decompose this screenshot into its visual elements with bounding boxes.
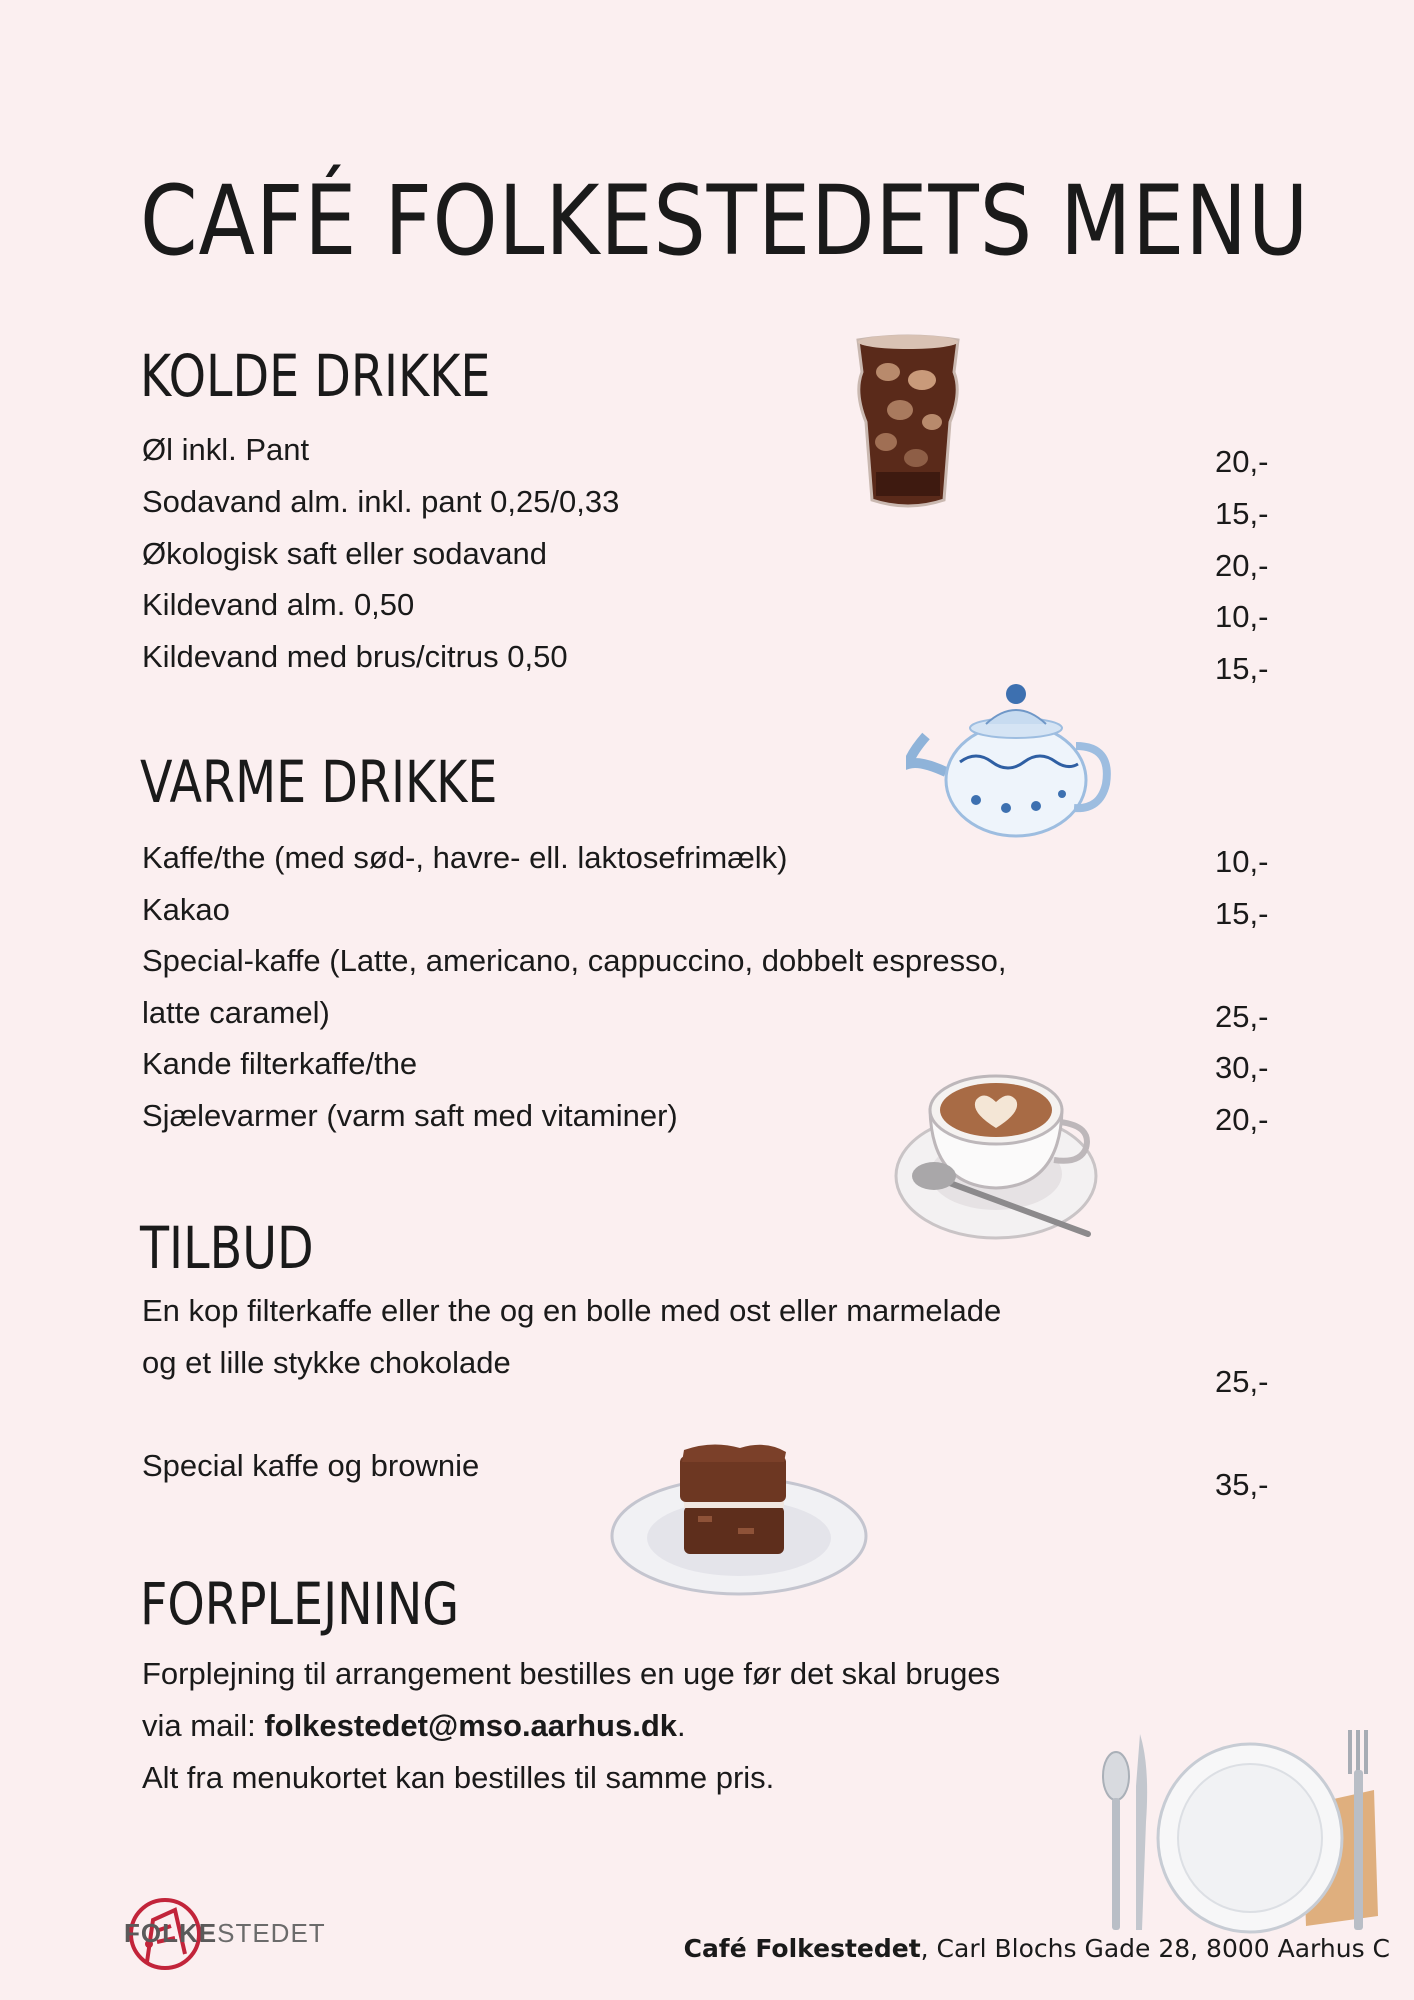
mail-prefix: via mail: xyxy=(142,1708,265,1743)
menu-price: 15,- xyxy=(1215,496,1269,531)
menu-item: Kakao xyxy=(142,892,230,927)
catering-text: Alt fra menukortet kan bestilles til samme pris. xyxy=(142,1760,775,1795)
plate-cutlery-icon xyxy=(1092,1726,1382,1938)
brownie-plate-icon xyxy=(608,1436,870,1600)
logo-wordmark xyxy=(124,1918,326,1949)
menu-price: 20,- xyxy=(1215,548,1269,583)
logo-text-light: STEDET xyxy=(217,1918,326,1948)
menu-price: 30,- xyxy=(1215,1050,1269,1085)
menu-item: Økologisk saft eller sodavand xyxy=(142,536,547,571)
teapot-icon xyxy=(906,676,1116,842)
mail-suffix: . xyxy=(677,1708,686,1743)
menu-item: Kildevand alm. 0,50 xyxy=(142,587,415,622)
logo-text-bold: FOLKE xyxy=(124,1918,218,1948)
menu-item: Sodavand alm. inkl. pant 0,25/0,33 xyxy=(142,484,620,519)
cappuccino-icon xyxy=(892,1056,1100,1244)
catering-mail-line xyxy=(142,1700,686,1752)
menu-price: 15,- xyxy=(1215,896,1269,931)
menu-item: Sjælevarmer (varm saft med vitaminer) xyxy=(142,1098,678,1133)
section-heading-forplejning: FORPLEJNING xyxy=(140,1570,460,1638)
menu-item: Special-kaffe (Latte, americano, cappuccino, dobbelt espresso, xyxy=(142,943,1007,978)
offer-text: En kop filterkaffe eller the og en bolle med ost eller marmelade xyxy=(142,1293,1002,1328)
offer-price: 35,- xyxy=(1215,1467,1269,1502)
menu-price: 20,- xyxy=(1215,444,1269,479)
menu-item: Kaffe/the (med sød-, havre- ell. laktosefrimælk) xyxy=(142,840,788,875)
section-heading-kolde: KOLDE DRIKKE xyxy=(140,342,491,410)
section-heading-tilbud: TILBUD xyxy=(140,1214,314,1282)
offer-text: Special kaffe og brownie xyxy=(142,1448,480,1483)
section-heading-varme: VARME DRIKKE xyxy=(140,748,498,816)
menu-price: 10,- xyxy=(1215,844,1269,879)
menu-item: Kande filterkaffe/the xyxy=(142,1046,418,1081)
offer-text: og et lille stykke chokolade xyxy=(142,1345,511,1380)
catering-text: Forplejning til arrangement bestilles en uge før det skal bruges xyxy=(142,1656,1001,1691)
menu-price: 25,- xyxy=(1215,999,1269,1034)
menu-item: latte caramel) xyxy=(142,995,330,1030)
menu-price: 20,- xyxy=(1215,1102,1269,1137)
offer-price: 25,- xyxy=(1215,1364,1269,1399)
menu-item: Øl inkl. Pant xyxy=(142,432,310,467)
page-title: CAFÉ FOLKESTEDETS MENU xyxy=(140,165,1310,277)
menu-price: 15,- xyxy=(1215,651,1269,686)
cola-glass-icon xyxy=(850,332,966,512)
cafe-name: Café Folkestedet xyxy=(683,1934,921,1963)
email-link[interactable]: folkestedet@mso.aarhus.dk xyxy=(264,1708,677,1743)
address-text: , Carl Blochs Gade 28, 8000 Aarhus C xyxy=(920,1934,1390,1963)
menu-price: 10,- xyxy=(1215,599,1269,634)
footer-address xyxy=(684,1934,1390,1963)
menu-item: Kildevand med brus/citrus 0,50 xyxy=(142,639,568,674)
